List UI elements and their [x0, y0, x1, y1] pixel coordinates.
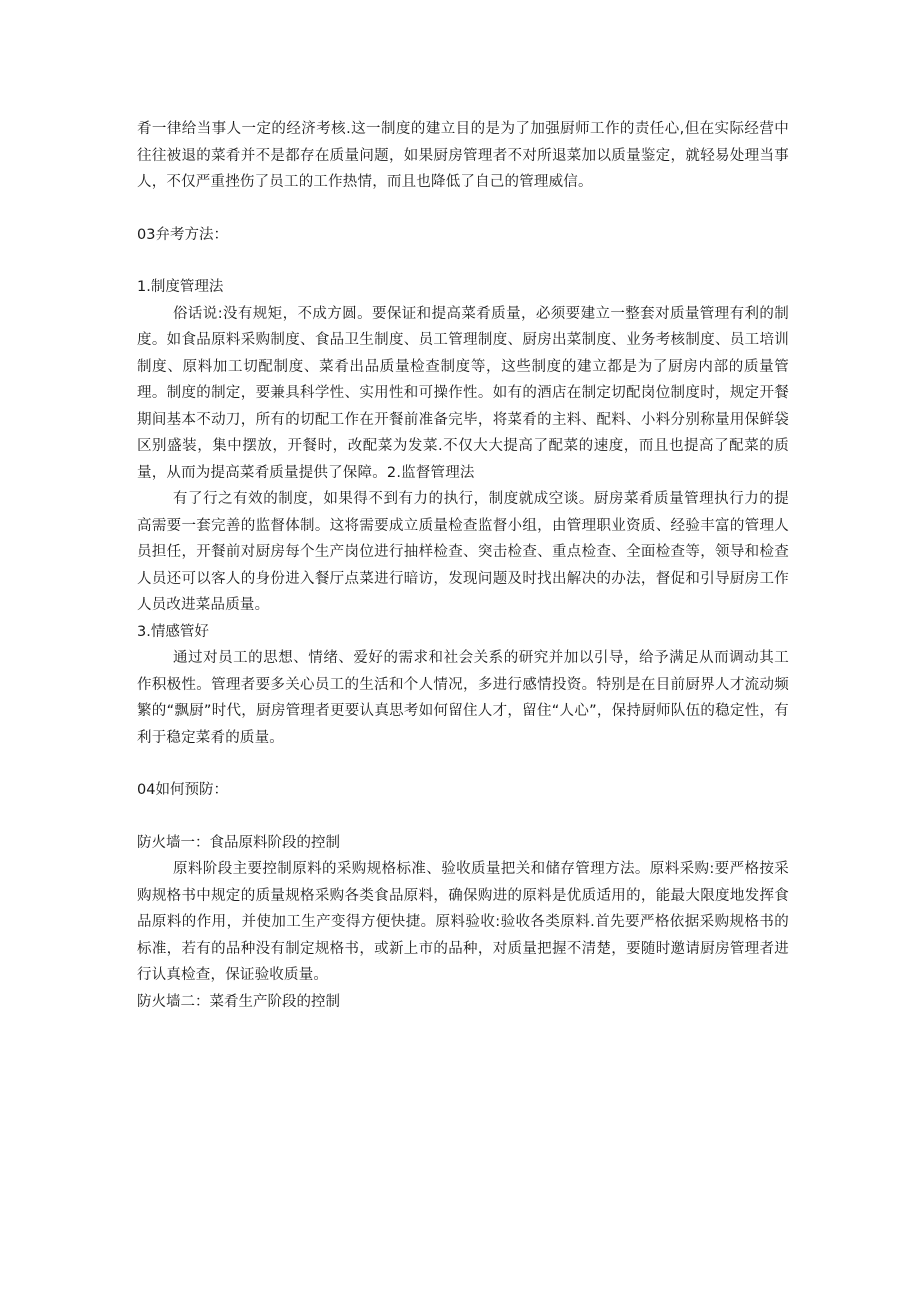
subsection-1-heading: 1.制度管理法 — [137, 279, 224, 295]
paragraph-emotional-management: 通过对员工的思想、情绪、爱好的需求和社会关系的研究并加以引导，给予满足从而调动其工作积极性。管理者要多关心员工的生活和个人情况，多进行感情投资。特别是在目前厨界人才流动频繁的“飘厨”时代，厨房管理者更要认真思考如何留住人才，留住“人心”，保持厨师队伍的稳定性，有利于稳定菜肴的质量。 — [137, 650, 789, 746]
section-03-heading: 03弁考方法： — [137, 226, 228, 243]
document-page — [137, 116, 789, 1015]
firewall-1-heading: 防火墙一：食品原料阶段的控制 — [137, 834, 340, 851]
section-04-heading: 04如何预防： — [137, 782, 228, 798]
paragraph-supervision: 有了行之有效的制度，如果得不到有力的执行，制度就成空谈。厨房菜肴质量管理执行力的提高需要一套完善的监督体制。这将需要成立质量检查监督小组，由管理职业资质、经验丰富的管理人员担任，开餐前对厨房每个生产岗位进行抽样检查、突击检查、重点检查、全面检查等，领导和检查人员还可以客人的身份进入餐厅点菜进行暗访，发现问题及时找出解决的办法，督促和引导厨房工作人员改进菜品质量。 — [137, 491, 789, 613]
subsection-3-heading: 3.情感管好 — [137, 623, 209, 640]
intro-paragraph: 肴一律给当事人一定的经济考核.这一制度的建立目的是为了加强厨师工作的责任心,但在实际经营中往往被退的菜肴并不是都存在质量问题，如果厨房管理者不对所退菜加以质量鉴定，就轻易处理当事人，不仅严重挫伤了员工的工作热情，而且也降低了自己的管理威信。 — [137, 121, 789, 190]
paragraph-raw-material-control: 原料阶段主要控制原料的采购规格标准、验收质量把关和储存管理方法。原料采购:要严格按采购规格书中规定的质量规格采购各类食品原料，确保购进的原料是优质适用的，能最大限度地发挥食品原料的作用，并使加工生产变得方便快捷。原料验收:验收各类原料.首先要严格依据采购规格书的标准，若有的品种没有制定规格书，或新上市的品种，对质量把握不清楚，要随时邀请厨房管理者进行认真检查，保证验收质量。 — [137, 861, 789, 983]
firewall-2-heading: 防火墙二：菜肴生产阶段的控制 — [137, 993, 340, 1010]
paragraph-system-management: 俗话说:没有规矩，不成方圆。要保证和提高菜肴质量，必须要建立一整套对质量管理有利的制度。如食品原料采购制度、食品卫生制度、员工管理制度、厨房出菜制度、业务考核制度、员工培训制度、原料加工切配制度、菜肴出品质量检查制度等，这些制度的建立都是为了厨房内部的质量管理。制度的制定，要兼具科学性、实用性和可操作性。如有的酒店在制定切配岗位制度时，规定开餐期间基本不动刀，所有的切配工作在开餐前准备完毕，将菜肴的主料、配料、小料分别称量用保鲜袋区别盛装，集中摆放，开餐时，改配菜为发菜.不仅大大提高了配菜的速度，而且也提高了配菜的质量，从而为提高菜肴质量提供了保障。2.监督管理法 — [137, 305, 789, 481]
